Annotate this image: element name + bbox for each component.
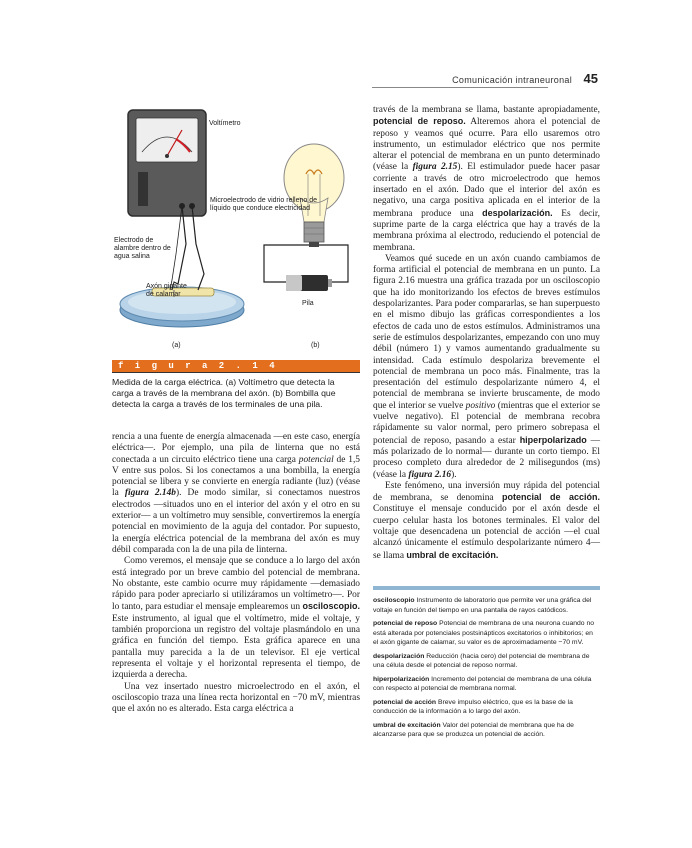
label-electrodo: Electrodo de alambre dentro de agua salina xyxy=(114,237,171,260)
right-column xyxy=(373,105,600,562)
header-rule xyxy=(372,87,548,88)
left-paragraph-2: Como veremos, el mensaje que se conduce a lo largo del axón está integrado por un breve cambio del potencial de membrana. No obstante, este cambio ocurre muy rápidamente —demasiado rápido para poder apreciarlo si utilizáramos un voltímetro—. Por lo tanto, para estudiar el mensaje emplearemos un osciloscopio. Este instrumento, al igual que el voltímetro, mide el voltaje, y también proporciona un registro del voltaje plasmándolo en una gráfica en función del tiempo. Esta gráfica aparece en una pantalla muy parecida a la de un televisor. El eje vertical representa el voltaje y el horizontal representa el tiempo, de izquierda a derecha. xyxy=(112,556,360,681)
glossary-item: potencial de reposo Potencial de membrana de una neurona cuando no está alterada por potenciales postsinápticos excitatorios o inhibitorios; en el axón gigante de calamar, su valor es de aproximadamente −70 mV. xyxy=(373,620,595,646)
right-paragraph-1: través de la membrana se llama, bastante apropiadamente, potencial de reposo. Alteremos ahora el potencial de reposo y veamos qué ocurre. Para ello usaremos otro instrumento, un estimulador eléctrico que nos permite alterar el potencial de membrana en un punto determinado (véase la figura 2.15). El estimulador puede hacer pasar corriente a través de otro microelectrodo que hemos insertado en el axón. Dado que el interior del axón es negativo, una carga positiva aplicada en el interior de la membrana produce una despolarización. Es decir, suprime parte de la carga eléctrica que hay a través de la membrana próxima al electrodo, reduciendo el potencial de membrana. xyxy=(373,105,600,253)
label-a: (a) xyxy=(172,342,181,349)
glossary-item: umbral de excitación Valor del potencial de membrana que ha de alcanzarse para que se produzca un potencial de acción. xyxy=(373,721,574,738)
left-paragraph-1: rencia a una fuente de energía almacenada —en este caso, energía eléctrica—. Por ejemplo, una pila de linterna que no está conectada a un circuito eléctrico tiene una carga potencial de 1,5 V entre sus polos. Si los conectamos a una bombilla, la energía potencial se libera y se convierte en energía radiante (luz) (véase la figura 2.14b). De modo similar, si conectamos nuestros electrodos —situados uno en el interior del axón y el otro en su exterior— a un voltímetro muy sensible, convertiremos la energía potencial en movimiento de la aguja del contador. Por supuesto, la energía eléctrica potencial de la membrana del axón es muy débil comparada con la de una pila de linterna. xyxy=(112,432,360,555)
header-title: Comunicación intraneuronal xyxy=(452,75,572,85)
label-b: (b) xyxy=(311,342,320,349)
glossary-item: hiperpolarización Incremento del potencial de membrana de una célula con respecto al potencial de membrana normal. xyxy=(373,675,592,692)
right-paragraph-3: Este fenómeno, una inversión muy rápida del potencial de membrana, se denomina potencial de acción. Constituye el mensaje conducido por el axón desde el cuerpo celular hasta los botones terminales. El valor del voltaje que desencadena un potencial de acción —el cual alcanzó únicamente el estímulo despolarizante número 4— se llama umbral de excitación. xyxy=(373,480,600,561)
figure-caption: Medida de la carga eléctrica. (a) Voltímetro que detecta la carga a través de la membrana del axón. (b) Bombilla que detecta la carga a través de los terminales de una pila. xyxy=(112,377,336,409)
figure-number-bar xyxy=(112,360,360,372)
left-column xyxy=(112,432,360,715)
right-paragraph-2: Veamos qué sucede en un axón cuando cambiamos de forma artificial el potencial de membrana en un punto. La figura 2.16 muestra una gráfica trazada por un osciloscopio que ha ido monitorizando los efectos de breves estímulos despolarizantes. Para poder compararlas, se han superpuesto en el mismo dibujo las gráficas correspondientes a los efectos de cada uno de estos estímulos. Administramos una serie de estímulos despolarizantes, empezando con uno muy débil (número 1) y vamos aumentando gradualmente su intensidad. Cada estímulo despolariza brevemente el potencial de membrana un poco más. Finalmente, tras la presentación del estímulo despolarizante número 4, el potencial de membrana se invierte bruscamente, de modo que el interior se vuelve positivo (mientras que el exterior se vuelve negativo). El potencial de membrana recobra rápidamente su valor normal, pero primero sobrepasa el potencial de reposo, pasando a estar hiperpolarizado —más polarizado de lo normal— durante un corto tiempo. El proceso completo dura alrededor de 2 milisegundos (ms) (véase la figura 2.16). xyxy=(373,253,601,480)
caption-rule xyxy=(112,372,360,373)
bulb-base xyxy=(304,222,324,242)
running-header xyxy=(372,71,598,88)
figure-number: f i g u r a 2 . 1 4 xyxy=(118,361,278,371)
label-microelectrodo: Microelectrodo de vidrio relleno de líquido que conduce electricidad xyxy=(210,197,317,212)
page-number: 45 xyxy=(583,71,598,86)
left-paragraph-3: Una vez insertado nuestro microelectrodo en el axón, el osciloscopio traza una línea recta horizontal en −70 mV, mientras que el axón no es alterado. Esta carga eléctrica a xyxy=(112,681,360,715)
label-axon: Axón gigante de calamar xyxy=(146,283,187,298)
glossary-item: despolarización Reducción (hacia cero) del potencial de membrana de una célula desde el potencial de reposo normal. xyxy=(373,652,590,669)
figure-illustration xyxy=(112,104,360,356)
glossary-item: osciloscopio Instrumento de laboratorio que permite ver una gráfica del voltaje en función del tiempo en una pantalla de rayos catódicos. xyxy=(373,597,592,614)
glossary-item: potencial de acción Breve impulso eléctrico, que es la base de la conducción de la información a lo largo del axón. xyxy=(373,698,573,715)
label-pila: Pila xyxy=(302,300,314,307)
label-voltimetro: Voltímetro xyxy=(209,120,241,127)
glossary-box xyxy=(373,586,600,776)
figure-2-14 xyxy=(112,104,360,356)
